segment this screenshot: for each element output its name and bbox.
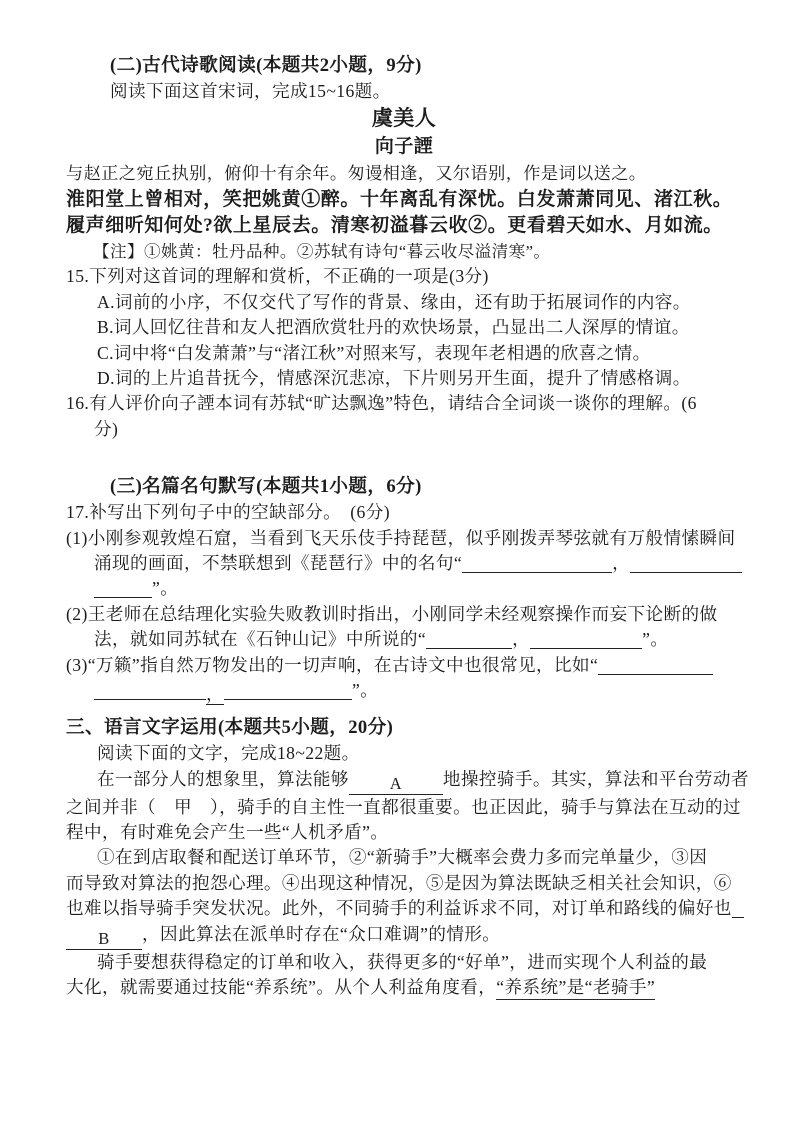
q17-item1-line3-text: ”。 — [152, 578, 179, 599]
lang-para2-line3-text: 也难以指导骑手突发状况。此外，不同骑手的利益诉求不同，对订单和路线的偏好也 — [66, 898, 732, 919]
section-poetry-intro: 阅读下面这首宋词，完成15~16题。 — [110, 81, 391, 101]
answer-blank — [598, 654, 713, 675]
answer-blank — [94, 577, 152, 598]
section-dictation-heading: (三)名篇名句默写(本题共1小题，6分) — [110, 476, 422, 498]
underlined-sentence: “养系统”是“老骑手” — [496, 977, 655, 1000]
q17-item3-comma: ， — [206, 684, 224, 705]
lang-para2-line2: 而导致对算法的抱怨心理。④出现这种情况，⑤是因为算法既缺乏相关社会知识，⑥ — [66, 872, 732, 893]
lang-para2-line3 — [64, 896, 744, 921]
poem-line-2: 履声细听知何处?欲上星辰去。清寒初溢暮云收②。更看碧天如水、月如流。 — [66, 215, 723, 237]
answer-blank — [530, 628, 642, 649]
lang-para1-line1 — [64, 767, 749, 795]
q17-item2-comma: ， — [512, 629, 531, 650]
q17-item2-line2 — [64, 627, 744, 652]
answer-blank — [462, 552, 612, 573]
q17-item3-line2 — [64, 678, 744, 705]
answer-blank — [224, 679, 352, 700]
section-language-intro: 阅读下面的文字，完成18~22题。 — [97, 743, 360, 764]
question-15-option-c: C.词中将“白发萧萧”与“渚江秋”对照来写，表现年老相遇的欣喜之情。 — [97, 342, 651, 363]
lang-para1-line3: 程中，有时难免会产生一些“人机矛盾”。 — [66, 821, 389, 842]
q17-item3-suffix: ”。 — [352, 680, 379, 701]
q17-item1-line1: (1)小刚参观敦煌石窟，当看到飞天乐伎手持琵琶，似乎刚拨弄琴弦就有万般情愫瞬间 — [66, 527, 736, 548]
section-poetry-heading: (二)古代诗歌阅读(本题共2小题，9分) — [110, 55, 422, 76]
lang-para2-line4-text: ，因此算法在派单时存在“众口难调”的情形。 — [142, 923, 501, 944]
poem-title: 虞美人 — [371, 106, 437, 131]
lang-para3-line2-pre: 大化，就需要通过技能“养系统”。从个人利益角度看， — [66, 976, 497, 997]
question-15-stem: 15.下列对这首词的理解和赏析，不正确的一项是(3分) — [66, 266, 489, 287]
lang-para1-line1-post: 地操控骑手。其实，算法和平台劳动者 — [442, 768, 749, 789]
lang-para3-line2 — [64, 975, 744, 1000]
q17-item1-line2 — [64, 551, 744, 576]
question-16-line-2: 分) — [94, 418, 119, 439]
lang-para3-line1: 骑手要想获得稳定的订单和收入，获得更多的“好单”，进而实现个人利益的最 — [97, 951, 708, 972]
question-15-option-b: B.词人回忆往昔和友人把酒欣赏牡丹的欢快场景，凸显出二人深厚的情谊。 — [97, 317, 690, 338]
q17-item3-line1 — [64, 653, 744, 678]
question-15-option-d: D.词的上片追昔抚今，情感深沉悲凉，下片则另开生面，提升了情感格调。 — [97, 368, 691, 389]
q17-item2-line1: (2)王老师在总结理化实验失败教训时指出，小刚同学未经观察操作而妄下论断的做 — [66, 603, 718, 624]
lang-para2-line1: ①在到店取餐和配送订单环节，②“新骑手”大概率会费力多而完单量少，③因 — [97, 847, 708, 868]
question-16-line-1: 16.有人评价向子諲本词有苏轼“旷达飘逸”特色，请结合全词谈一谈你的理解。(6 — [66, 393, 697, 414]
poem-note: 【注】①姚黄：牡丹品种。②苏轼有诗句“暮云收尽溢清寒”。 — [93, 242, 551, 262]
q17-item1-line2-text: 涌现的画面，不禁联想到《琵琶行》中的名句“ — [94, 553, 463, 574]
q17-item2-suffix: ”。 — [642, 629, 669, 650]
blank-b-stub — [732, 897, 744, 918]
q17-item1-line3 — [64, 576, 744, 601]
answer-blank — [94, 679, 206, 700]
blank-b: B — [66, 929, 142, 950]
lang-para2-line4 — [64, 922, 744, 950]
q17-item3-line1-text: (3)“万籁”指自然万物发出的一切声响，在古诗文中也很常见，比如“ — [66, 654, 599, 675]
lang-para1-line1-pre: 在一部分人的想象里，算法能够 — [97, 768, 349, 789]
poem-line-1: 淮阳堂上曾相对，笑把姚黄①醉。十年离乱有深忧。白发萧萧同见、渚江秋。 — [66, 189, 733, 211]
answer-blank — [630, 552, 742, 573]
question-17-stem: 17.补写出下列句子中的空缺部分。 (6分) — [66, 502, 391, 523]
blank-a: A — [349, 774, 443, 795]
q17-item2-line2-text: 法，就如同苏轼在《石钟山记》中所说的“ — [94, 629, 427, 650]
question-15-option-a: A.词前的小序，不仅交代了写作的背景、缘由，还有助于拓展词作的内容。 — [97, 291, 691, 312]
lang-para1-line2: 之间并非（ 甲 ），骑手的自主性一直都很重要。也正因此，骑手与算法在互动的过 — [66, 796, 741, 817]
poem-author: 向子諲 — [374, 136, 434, 158]
section-language-heading: 三、语言文字运用(本题共5小题，20分) — [66, 717, 394, 739]
poem-preface: 与赵正之宛丘执别，俯仰十有余年。匆谩相逢，又尔语别，作是词以送之。 — [66, 164, 647, 184]
answer-blank — [426, 628, 512, 649]
q17-item1-comma: ， — [612, 553, 631, 574]
